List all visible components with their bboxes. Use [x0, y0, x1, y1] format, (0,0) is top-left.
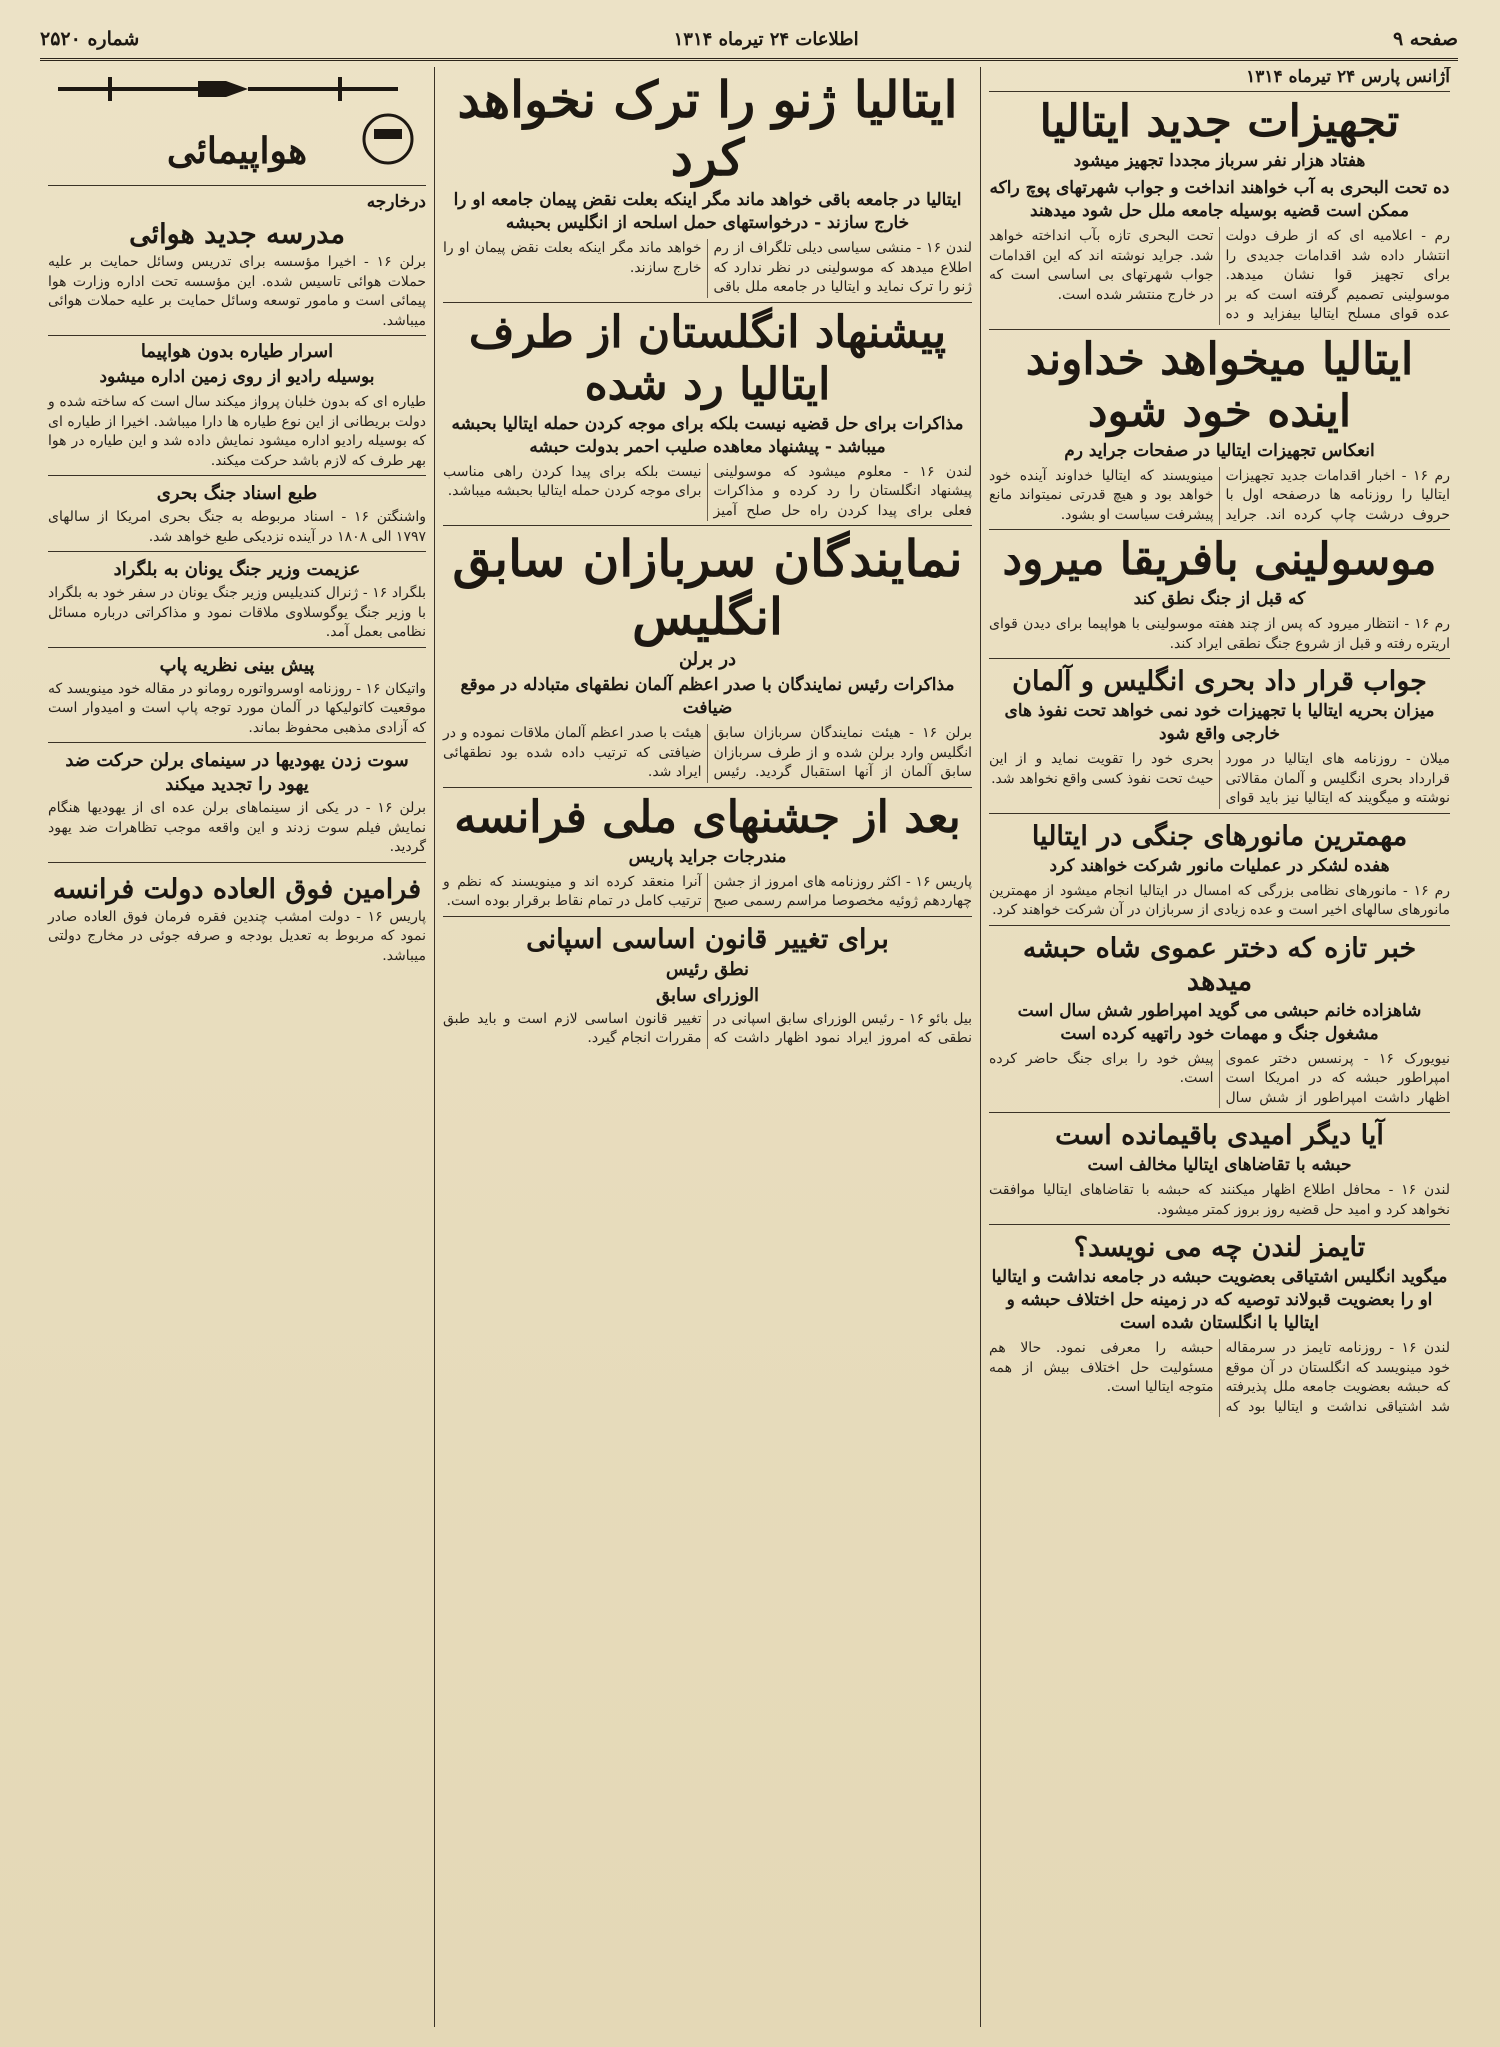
airplane-illustration-icon: [48, 67, 426, 185]
article-proposal-title: پیشنهاد انگلستان از طرف ایتالیا رد شده: [468, 306, 947, 410]
article-pope-title: پیش بینی نظریه پاپ: [159, 654, 315, 676]
article-times-sub: میگوید انگلیس اشتیاقی بعضویت حبشه در جامعه نداشت و ایتالیا او را بعضویت قبولاند توصیه که در زمینه حل اختلاف حبشه و ایتالیا با انگلستان شده است: [991, 1267, 1448, 1333]
article-pope-body: واتیکان ۱۶ - روزنامه اوسرواتوره رومانو در مقاله خود مینویسد که موقعیت کاتولیکها در آلمان مورد توجه پاپ است و امیدوار است که آزادی مذهبی محفوظ بماند.: [48, 680, 426, 736]
article-proposal-sub: مذاکرات برای حل قضیه نیست بلکه برای موجه کردن حمله ایتالیا بحبشه میباشد - پیشنهاد معاهده صلیب احمر بدولت حبشه: [451, 413, 964, 457]
article-italy-future-body: رم ۱۶ - اخبار اقدامات جدید تجهیزات ایتالیا را روزنامه ها درصفحه اول با حروف درشت چاپ کرده اند. جراید مینویسند که ایتالیا خداوند آینده خود خواهد بود و هیچ قدرتی نمیتواند مانع پیشرفت سیاست او بشود.: [989, 467, 1450, 523]
article-air-school-title: مدرسه جدید هوائی: [129, 219, 345, 250]
article-spain-title: برای تغییر قانون اساسی اسپانی: [526, 923, 889, 955]
article-times-title: تایمز لندن چه می نویسد؟: [1073, 1232, 1366, 1263]
article-greek-minister-body: بلگراد ۱۶ - ژنرال کندیلیس وزیر جنگ یونان در سفر خود به بلگراد با وزیر جنگ یوگوسلاوی ملاقات نمود و مذاکراتی درباره مسائل نظامی بعمل آمد.: [48, 585, 427, 640]
divider: [443, 916, 972, 917]
divider: [989, 658, 1450, 659]
column-left: [40, 67, 434, 2027]
page-label: صفحه ۹: [1392, 28, 1458, 50]
article-france-sub: مندرجات جراید پاریس: [628, 846, 787, 867]
article-veterans-title: نمایندگان سربازان سابق انگلیس: [452, 529, 963, 646]
article-italy-equipment-sub1: هفتاد هزار نفر سرباز مجددا تجهیز میشود: [1073, 151, 1366, 171]
columns: [40, 67, 1458, 2027]
divider: [989, 529, 1450, 530]
article-cinema: [48, 742, 426, 858]
article-naval-docs-title: طبع اسناد جنگ بحری: [156, 483, 318, 504]
article-france-decrees: [48, 862, 426, 967]
article-mussolini-africa-body: رم ۱۶ - انتظار میرود که پس از چند هفته موسولینی با هواپیما برای دیدن قوای اریتره رفته و قبل از شروع جنگ نطقی ایراد کند.: [989, 616, 1450, 652]
divider: [989, 813, 1450, 814]
article-drone-title: اسرار طیاره بدون هواپیما: [140, 341, 334, 362]
article-princess-body: نیویورک ۱۶ - پرنسس دختر عموی امپراطور حبشه که در امریکا است اظهار داشت امپراطور از شش سال پیش خود را برای جنگ حاضر کرده است.: [989, 1050, 1450, 1106]
agency-line: آژانس پارس ۲۴ تیرماه ۱۳۱۴: [1246, 67, 1450, 87]
article-italy-future-sub: انعکاس تجهیزات ایتالیا در صفحات جراید رم: [1064, 440, 1375, 461]
article-geneva-title: ایتالیا ژنو را ترک نخواهد کرد: [457, 70, 958, 187]
article-mussolini-africa-sub: که قبل از جنگ نطق کند: [1133, 589, 1306, 609]
article-naval-docs: [48, 475, 426, 547]
article-spain-body: بیل بائو ۱۶ - رئیس الوزرای سابق اسپانی در نطقی که امروز ایراد نمود اظهار داشت که تغییر قانون اساسی لازم است و باید طبق مقررات انجام گیرد.: [443, 1010, 972, 1046]
article-geneva-sub: ایتالیا در جامعه باقی خواهد ماند مگر اینکه بعلت نقض پیمان جامعه او را خارج سازند - درخواستهای حمل اسلحه از انگلیس بحبشه: [453, 190, 962, 233]
article-naval-treaty-body: میلان - روزنامه های ایتالیا در مورد قرارداد بحری انگلیس و آلمان مقالاتی نوشته و میگویند که ایتالیا نیز باید قوای بحری خود را تقویت نماید و از این حیث تحت نفوذ کسی واقع نخواهد شد.: [989, 751, 1450, 806]
article-drone-body: طیاره ای که بدون خلبان پرواز میکند سال است که ساخته شده و دولت بریطانی از این نوع طیاره ها دارا میباشد. اخیرا از طیاره ای که بوسیله رادیو اداره میشود نمایش داده شد و این طیاره در هوا بهر طرف که لازم باشد حرکت میکند.: [48, 394, 426, 469]
article-naval-treaty-title: جواب قرار داد بحری انگلیس و آلمان: [1012, 666, 1427, 697]
article-maneuvers-sub: هفده لشکر در عملیات مانور شرکت خواهند کرد: [1049, 855, 1390, 876]
divider: [443, 525, 972, 526]
article-france-title: بعد از جشنهای ملی فرانسه: [454, 791, 961, 843]
page-header: [40, 22, 1458, 56]
article-princess-title: خبر تازه که دختر عموی شاه حبشه میدهد: [1022, 932, 1417, 997]
header-rule: [40, 58, 1458, 61]
article-italy-equipment-title: تجهیزات جدید ایتالیا: [1039, 96, 1400, 147]
article-naval-treaty-sub: میزان بحریه ایتالیا با تجهیزات خود نمی خواهد تحت نفوذ های خارجی واقع شود: [1004, 701, 1435, 744]
article-geneva-body: لندن ۱۶ - منشی سیاسی دیلی تلگراف از رم اطلاع میدهد که موسولینی در نظر ندارد که ژنو را ترک نماید و ایتالیا در جامعه ملل باقی خواهد ماند مگر اینکه بعلت نقض پیمان او را خارج سازند.: [443, 240, 972, 295]
article-pope: [48, 647, 426, 739]
aviation-title: هواپیمائی: [166, 130, 308, 172]
article-spain-sub2: الوزرای سابق: [655, 984, 760, 1006]
article-france-decrees-body: پاریس ۱۶ - دولت امشب چندین فقره فرمان فوق العاده صادر نمود که مربوط به تعدیل بودجه و صرفه جوئی در مخارج دولتی میباشد.: [48, 908, 426, 964]
article-france-body: پاریس ۱۶ - اکثر روزنامه های امروز از جشن چهاردهم ژوئیه مخصوصا مراسم رسمی صبح آنرا منعقد کرده اند و مینویسند که نظم و ترتیب کامل در تمام نقاط برقرار بوده است.: [443, 873, 972, 909]
article-naval-docs-body: واشنگتن ۱۶ - اسناد مربوطه به جنگ بحری امریکا از سالهای ۱۷۹۷ الی ۱۸۰۸ در آینده نزدیکی طبع خواهد شد.: [48, 509, 426, 545]
article-maneuvers-title: مهمترین مانورهای جنگی در ایتالیا: [1031, 820, 1408, 852]
aviation-masthead: [48, 67, 426, 186]
article-veterans-body: برلن ۱۶ - هیئت نمایندگان سربازان سابق انگلیس وارد برلن شده و از طرف سربازان سابق آلمان از آنها استقبال گردید. رئیس هیئت با صدر اعظم آلمان ملاقات نموده و در ضیافتی که ترتیب داده شده بود نطقهائی ایراد شد.: [443, 725, 972, 780]
issue-number: شماره ۲۵۲۰: [40, 28, 140, 50]
divider: [443, 302, 972, 303]
divider: [989, 1112, 1450, 1113]
article-hope-title: آیا دیگر امیدی باقیمانده است: [1055, 1120, 1384, 1151]
article-proposal-body: لندن ۱۶ - معلوم میشود که موسولینی پیشنهاد انگلستان را رد کرده و مذاکرات فعلی برای پیدا کردن راه حل صلح آمیز نیست بلکه برای پیدا کردن راهی مناسب برای موجه کردن حمله ایتالیا بحبشه میباشد.: [443, 463, 972, 519]
article-hope-sub: حبشه با تقاضاهای ایتالیا مخالف است: [1087, 1155, 1352, 1175]
divider: [989, 925, 1450, 926]
article-veterans-sub1: در برلن: [678, 649, 737, 670]
article-france-decrees-title: فرامین فوق العاده دولت فرانسه: [52, 873, 422, 905]
divider: [48, 335, 426, 336]
divider: [989, 1224, 1450, 1225]
article-cinema-title: سوت زدن یهودیها در سینمای برلن حرکت ضد یهود را تجدید میکند: [65, 750, 409, 795]
article-italy-equipment-sub2: ده تحت البحری به آب خواهند انداخت و جواب شهرتهای پوچ راکه ممکن است قضیه بوسیله جامعه ملل حل شود میدهند: [989, 178, 1450, 221]
article-hope-body: لندن ۱۶ - محافل اطلاع اظهار میکنند که حبشه با تقاضاهای ایتالیا موافقت نخواهد کرد و امید حل قضیه روز بروز کمتر میشود.: [989, 1182, 1451, 1218]
article-times-body: لندن ۱۶ - روزنامه تایمز در سرمقاله خود مینویسد که انگلستان در آن موقع که حبشه بعضویت جامعه ملل پذیرفته شد اشتیاقی نداشت و ایتالیا بود که حبشه را معرفی نمود. حالا هم مسئولیت حل اختلاف بیش از همه متوجه ایتالیا است.: [989, 1340, 1450, 1415]
article-spain-sub1: نطق رئیس: [665, 958, 750, 980]
article-air-school-body: برلن ۱۶ - اخیرا مؤسسه برای تدریس وسائل حمایت بر علیه حملات هوائی تاسیس شده. این مؤسسه تحت اداره وزارت هوا پیمائی است و مامور توسعه وسائل حمایت بر علیه حملات هوائی میباشد.: [48, 254, 426, 329]
article-veterans-sub2: مذاکرات رئیس نمایندگان با صدر اعظم آلمان نطقهای متبادله در موقع ضیافت: [460, 675, 955, 718]
article-greek-minister: [48, 551, 426, 643]
pilot-icon: [364, 115, 412, 163]
divider: [989, 329, 1450, 330]
article-cinema-body: برلن ۱۶ - در یکی از سینماهای برلن عده ای از یهودیها هنگام نمایش فیلم سوت زدند و این واقعه موجب تظاهرات ضد یهود گردید.: [48, 800, 426, 855]
section-abroad: درخارجه: [366, 192, 426, 212]
article-italy-equipment-body: رم - اعلامیه ای که از طرف دولت انتشار داده شد اقدامات جدیدی را برای تجهیز قوا نشان میدهد. موسولینی تصمیم گرفته است که بر عده قوای مسلح ایتالیا بیفزاید و ده تحت البحری تازه بآب انداخته خواهد شد. جراید نوشته اند که این اقدامات جواب شهرتهای بی اساسی است که در خارج منتشر شده است.: [989, 228, 1450, 322]
article-greek-minister-title: عزیمت وزیر جنگ یونان به بلگراد: [113, 559, 361, 580]
article-mussolini-africa-title: موسولینی بافریقا میرود: [1002, 534, 1437, 585]
masthead-date: اطلاعات ۲۴ تیرماه ۱۳۱۴: [673, 28, 859, 50]
article-princess-sub: شاهزاده خانم حبشی می گوید امپراطور شش سال است مشغول جنگ و مهمات خود راتهیه کرده است: [1017, 1000, 1422, 1044]
article-italy-future-title: ایتالیا میخواهد خداوند اینده خود شود: [1025, 333, 1414, 437]
divider: [989, 91, 1450, 92]
article-maneuvers-body: رم ۱۶ - مانورهای نظامی بزرگی که امسال در ایتالیا انجام میشود از مهمترین مانورهای سالهای اخیر است و عده زیادی از سربازان در آن شرکت خواهند کرد.: [989, 882, 1450, 918]
divider: [443, 787, 972, 788]
article-drone-sub: بوسیله رادیو از روی زمین اداره میشود: [99, 367, 375, 387]
column-middle: [434, 67, 980, 2027]
column-right: [980, 67, 1458, 2027]
